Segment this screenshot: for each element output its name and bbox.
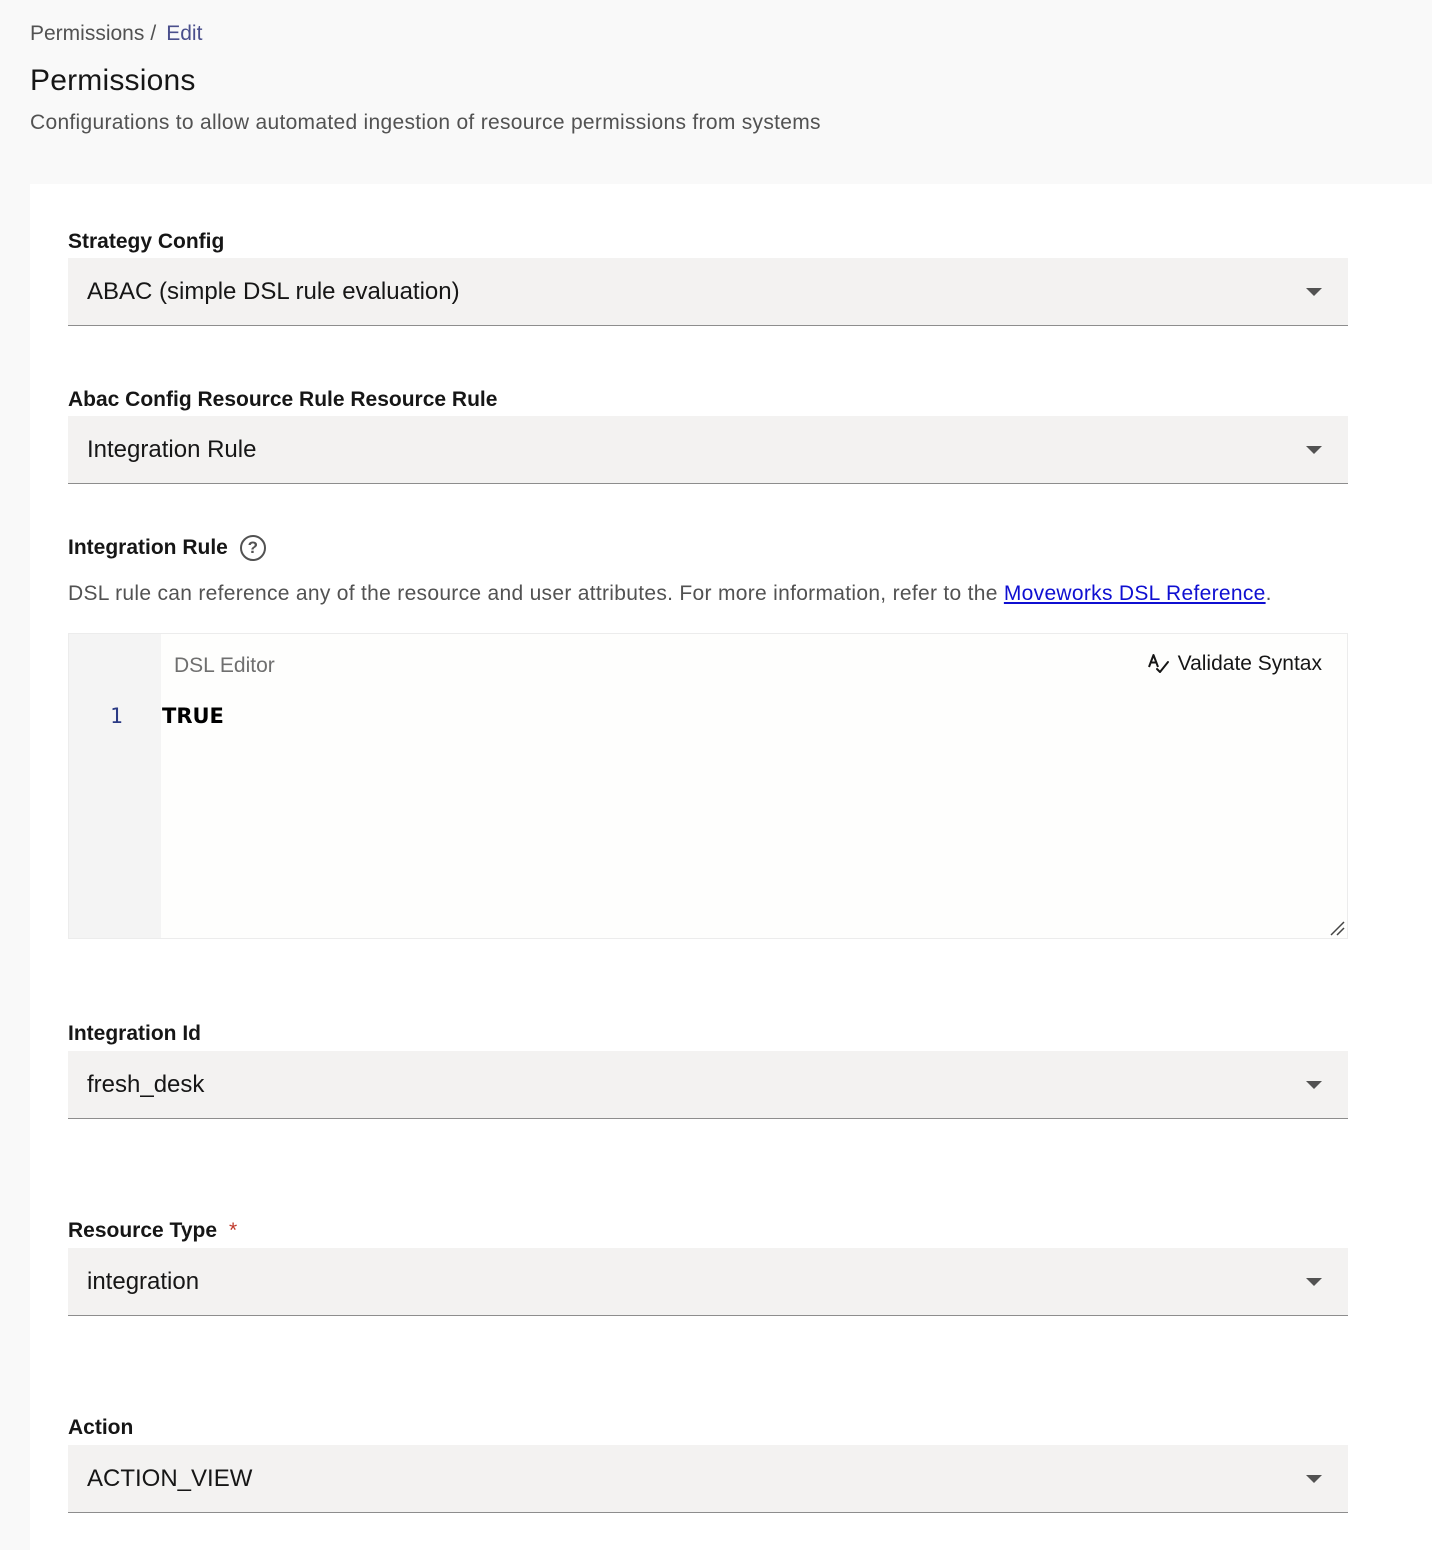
action-select[interactable] <box>68 1445 1348 1513</box>
action-label: Action <box>68 1416 134 1439</box>
strategy-config-value: ABAC (simple DSL rule evaluation) <box>87 277 460 305</box>
validate-syntax-label: Validate Syntax <box>1177 652 1322 675</box>
resource-type-value: integration <box>87 1267 200 1295</box>
resize-handle-icon[interactable] <box>1329 920 1345 936</box>
resource-rule-value: Integration Rule <box>87 435 257 463</box>
resource-type-select[interactable] <box>68 1248 1348 1316</box>
code-line[interactable]: TRUE <box>162 704 224 728</box>
breadcrumb-parent[interactable]: Permissions <box>30 22 145 45</box>
integration-rule-label: Integration Rule ? <box>68 535 266 561</box>
help-circle-icon[interactable]: ? <box>240 535 266 561</box>
chevron-down-icon <box>1306 1475 1322 1483</box>
page-title: Permissions <box>30 64 196 97</box>
line-number: 1 <box>110 704 123 728</box>
form-card <box>30 184 1432 1550</box>
validate-syntax-button[interactable] <box>1146 652 1322 676</box>
page-description: Configurations to allow automated ingestion of resource permissions from systems <box>30 111 821 134</box>
breadcrumb <box>30 22 202 46</box>
integration-id-label: Integration Id <box>68 1022 201 1045</box>
integration-rule-help-text: DSL rule can reference any of the resource and user attributes. For more information, refer to the Moveworks DSL Reference. <box>68 582 1272 605</box>
spellcheck-icon <box>1146 652 1170 676</box>
editor-title: DSL Editor <box>174 654 275 677</box>
chevron-down-icon <box>1306 1278 1322 1286</box>
required-marker: * <box>229 1219 238 1242</box>
editor-gutter <box>69 634 161 938</box>
integration-id-value: fresh_desk <box>87 1070 205 1098</box>
action-value: ACTION_VIEW <box>87 1464 253 1492</box>
breadcrumb-separator: / <box>150 22 157 45</box>
strategy-config-select[interactable] <box>68 258 1348 326</box>
resource-rule-select[interactable] <box>68 416 1348 484</box>
integration-id-select[interactable] <box>68 1051 1348 1119</box>
breadcrumb-current[interactable]: Edit <box>166 22 203 45</box>
page-header <box>30 0 1430 184</box>
chevron-down-icon <box>1306 288 1322 296</box>
chevron-down-icon <box>1306 1081 1322 1089</box>
dsl-editor[interactable] <box>68 633 1348 939</box>
resource-rule-label: Abac Config Resource Rule Resource Rule <box>68 388 498 411</box>
strategy-config-label: Strategy Config <box>68 230 225 253</box>
dsl-reference-link[interactable]: Moveworks DSL Reference <box>1003 582 1266 605</box>
resource-type-label: Resource Type * <box>68 1219 238 1242</box>
chevron-down-icon <box>1306 446 1322 454</box>
